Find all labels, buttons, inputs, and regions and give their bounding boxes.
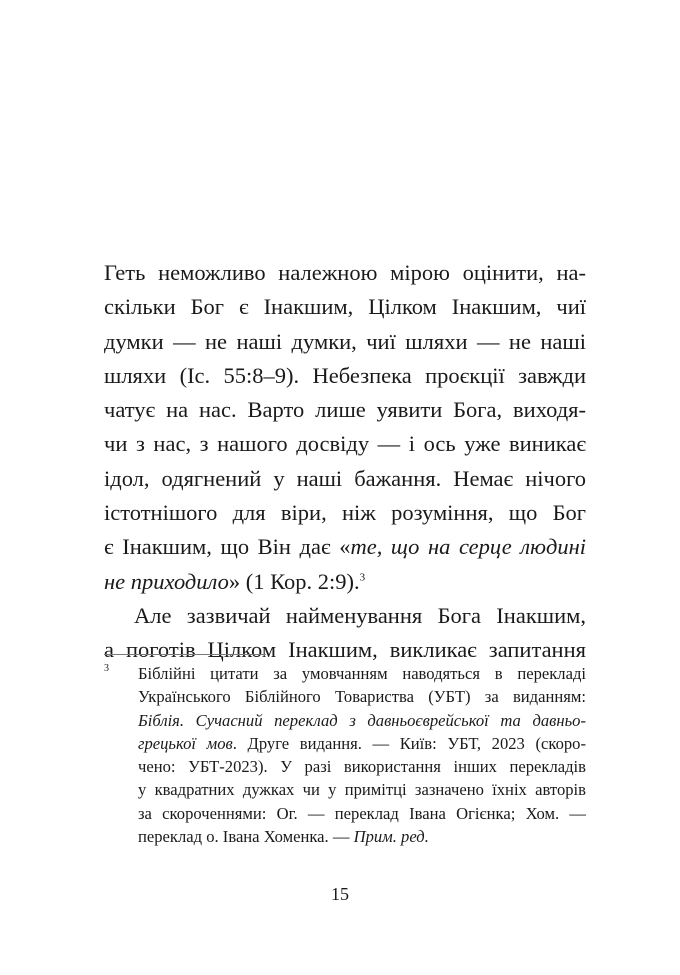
footnote-separator <box>104 654 266 655</box>
text-run: » (1 Кор. 2:9). <box>228 568 360 594</box>
main-text <box>104 256 586 668</box>
footnote-line: чено: УБТ-2023). У разі використання інших перекладів <box>138 757 586 777</box>
editor-note-italic: Прим. ред. <box>353 827 429 847</box>
text-run: переклад о. Івана Хоменка. — <box>138 827 354 847</box>
title-italic: Біблія. Сучасний переклад з давньоєврейської та давньо- <box>138 710 586 730</box>
text-line: ідол, одягнений у наші бажання. Немає нічого <box>104 465 586 491</box>
text-line: шляхи (Іс. 55:8–9). Небезпека проєкції завжди <box>104 362 586 388</box>
footnote-text <box>138 662 586 848</box>
text-line: а поготів Цілком Інакшим, викликає запитання <box>104 637 586 663</box>
text-run: є Інакшим, що Він дає « <box>104 534 351 560</box>
footnote-line <box>138 825 586 848</box>
footnote-line: за скороченнями: Ог. — переклад Івана Огієнка; Хом. — <box>138 803 586 823</box>
text-line: істотнішого для віри, ніж розуміння, що Бог <box>104 500 586 526</box>
quote-italic: не приходило <box>104 568 229 594</box>
text-line: Але зазвичай найменування Бога Інакшим, <box>134 602 586 628</box>
title-italic: грецької мов <box>138 733 233 753</box>
text-line: думки — не наші думки, чиї шляхи — не наші <box>104 328 586 354</box>
text-line <box>104 565 586 599</box>
text-line: чатує на нас. Варто лише уявити Бога, виходя- <box>104 397 586 423</box>
footnote-line: у квадратних дужках чи у примітці зазначено їхніх авторів <box>138 780 586 800</box>
footnote-line <box>138 709 586 732</box>
quote-italic: те, що на серце людині <box>350 534 586 560</box>
text-line: чи з нас, з нашого досвіду — і ось уже виникає <box>104 431 586 457</box>
text-line: скільки Бог є Інакшим, Цілком Інакшим, чиї <box>104 294 586 320</box>
footnote-reference: 3 <box>359 571 366 584</box>
footnote-line <box>138 732 586 755</box>
page-number: 15 <box>331 884 349 904</box>
footnote-marker: 3 <box>104 663 109 674</box>
text-run: . Друге видання. — Київ: УБТ, 2023 (скоро- <box>232 733 586 753</box>
footnote-line: Українського Біблійного Товариства (УБТ) за виданням: <box>138 687 586 707</box>
text-line: Геть неможливо належною мірою оцінити, на- <box>104 260 586 285</box>
text-line <box>104 530 586 564</box>
footnote-line: Біблійні цитати за умовчанням наводяться в перекладі <box>138 664 586 683</box>
